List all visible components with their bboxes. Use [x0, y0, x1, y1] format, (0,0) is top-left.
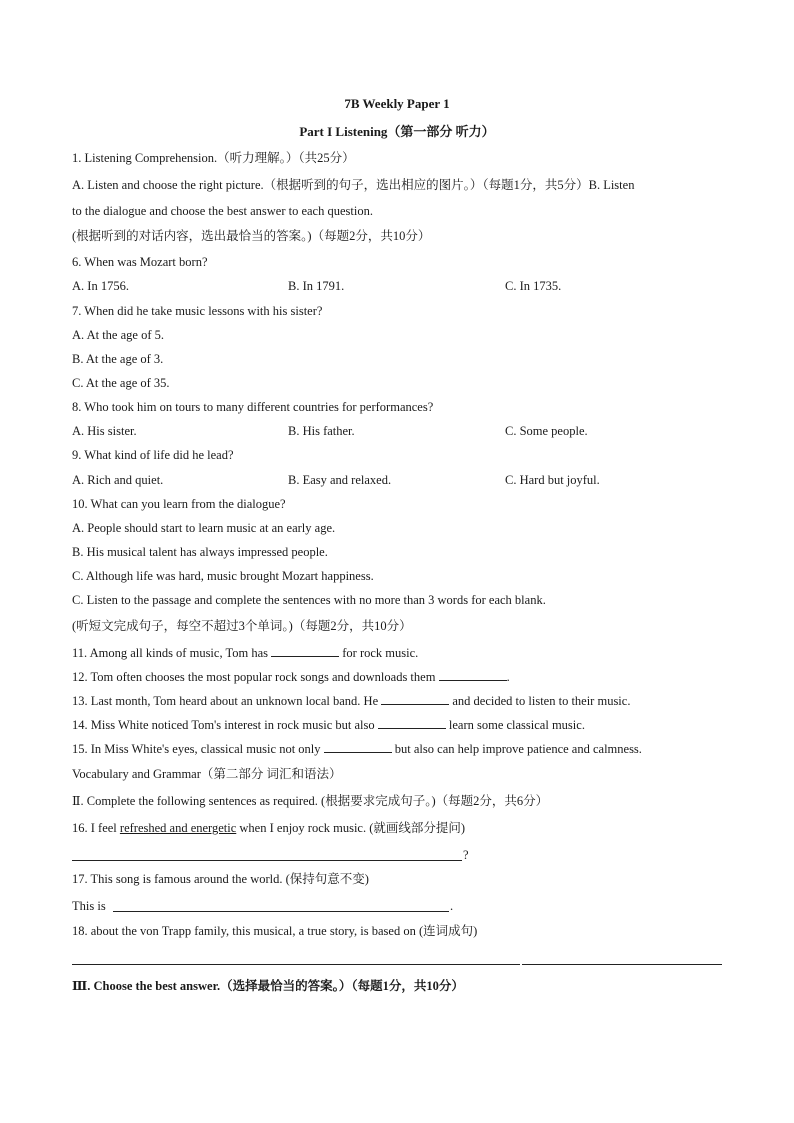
q14-post: learn some classical music. [445, 718, 585, 732]
q10-option-c: C. Although life was hard, music brought Mozart happiness. [72, 569, 374, 583]
q9-option-b: B. Easy and relaxed. [288, 473, 392, 487]
q11-blank[interactable] [271, 644, 339, 657]
q17-answer-line[interactable] [113, 911, 449, 912]
q14-blank[interactable] [378, 716, 446, 729]
q14 [72, 716, 585, 733]
paper-title: 7B Weekly Paper 1 [344, 96, 450, 111]
q8-stem: 8. Who took him on tours to many different countries for performances? [72, 400, 434, 414]
q7-stem: 7. When did he take music lessons with his sister? [72, 304, 323, 318]
q18-stem: 18. about the von Trapp family, this musical, a true story, is based on (连词成句) [72, 924, 478, 938]
q15-post: but also can help improve patience and calmness. [391, 742, 642, 756]
q12 [72, 668, 510, 685]
q7-option-b: B. At the age of 3. [72, 352, 164, 366]
sectionC-instruction: (听短文完成句子，每空不超过3个单词。)（每题2分，共10分） [72, 619, 412, 633]
q16-stem [72, 820, 465, 836]
section1-heading: 1. Listening Comprehension.（听力理解。）（共25分） [72, 151, 355, 165]
q9-stem: 9. What kind of life did he lead? [72, 448, 234, 462]
sectionB-instruction: (根据听到的对话内容，选出最恰当的答案。)（每题2分，共10分） [72, 229, 431, 243]
q6-stem: 6. When was Mozart born? [72, 255, 208, 269]
sectionA-line2: to the dialogue and choose the best answer to each question. [72, 204, 373, 218]
q15 [72, 740, 642, 757]
part2-title: Vocabulary and Grammar（第二部分 词汇和语法） [72, 767, 342, 781]
q12-pre: 12. Tom often chooses the most popular rock songs and downloads them [72, 670, 439, 684]
q18-answer-line-1[interactable] [72, 964, 520, 965]
sectionA-line1: A. Listen and choose the right picture.（根据听到的句子，选出相应的图片。）（每题1分，共5分）B. Listen [72, 178, 635, 192]
q16-post: when I enjoy rock music. (就画线部分提问) [236, 821, 466, 835]
q12-blank[interactable] [439, 668, 507, 681]
q7-option-a: A. At the age of 5. [72, 328, 164, 342]
q7-option-c: C. At the age of 35. [72, 376, 170, 390]
q12-post: . [506, 670, 510, 684]
q10-option-b: B. His musical talent has always impressed people. [72, 545, 328, 559]
q9-option-a: A. Rich and quiet. [72, 473, 164, 487]
q13-pre: 13. Last month, Tom heard about an unknown local band. He [72, 694, 382, 708]
q14-pre: 14. Miss White noticed Tom's interest in rock music but also [72, 718, 378, 732]
q6-option-b: B. In 1791. [288, 279, 345, 293]
section2-heading: Ⅱ. Complete the following sentences as required. (根据要求完成句子。)（每题2分，共6分） [72, 794, 549, 808]
q17-pre: This is [72, 899, 106, 913]
q15-blank[interactable] [324, 740, 392, 753]
q16-underlined: refreshed and energetic [119, 821, 237, 835]
sectionC-line1: C. Listen to the passage and complete the sentences with no more than 3 words for each blank. [72, 593, 546, 607]
q15-pre: 15. In Miss White's eyes, classical music not only [72, 742, 324, 756]
q10-stem: 10. What can you learn from the dialogue? [72, 497, 286, 511]
q18-answer-line-2[interactable] [522, 964, 722, 965]
q16-end-mark: ? [463, 848, 469, 862]
q10-option-a: A. People should start to learn music at an early age. [72, 521, 336, 535]
q9-option-c: C. Hard but joyful. [505, 473, 600, 487]
q11-pre: 11. Among all kinds of music, Tom has [72, 646, 272, 660]
q17-end-mark: . [450, 899, 454, 913]
q13-blank[interactable] [381, 692, 449, 705]
part1-title: Part I Listening（第一部分 听力） [299, 124, 495, 139]
q8-option-b: B. His father. [288, 424, 355, 438]
q13-post: and decided to listen to their music. [449, 694, 631, 708]
q16-pre: 16. I feel [72, 821, 120, 835]
q8-option-c: C. Some people. [505, 424, 588, 438]
q13 [72, 692, 630, 709]
section3-heading: Ⅲ. Choose the best answer.（选择最恰当的答案。）（每题1分，共10分） [72, 979, 464, 993]
q16-answer-line[interactable] [72, 860, 462, 861]
q6-option-a: A. In 1756. [72, 279, 129, 293]
q11-post: for rock music. [339, 646, 419, 660]
q6-option-c: C. In 1735. [505, 279, 562, 293]
q11 [72, 644, 418, 661]
q17-stem: 17. This song is famous around the world. (保持句意不变) [72, 872, 369, 886]
q8-option-a: A. His sister. [72, 424, 137, 438]
